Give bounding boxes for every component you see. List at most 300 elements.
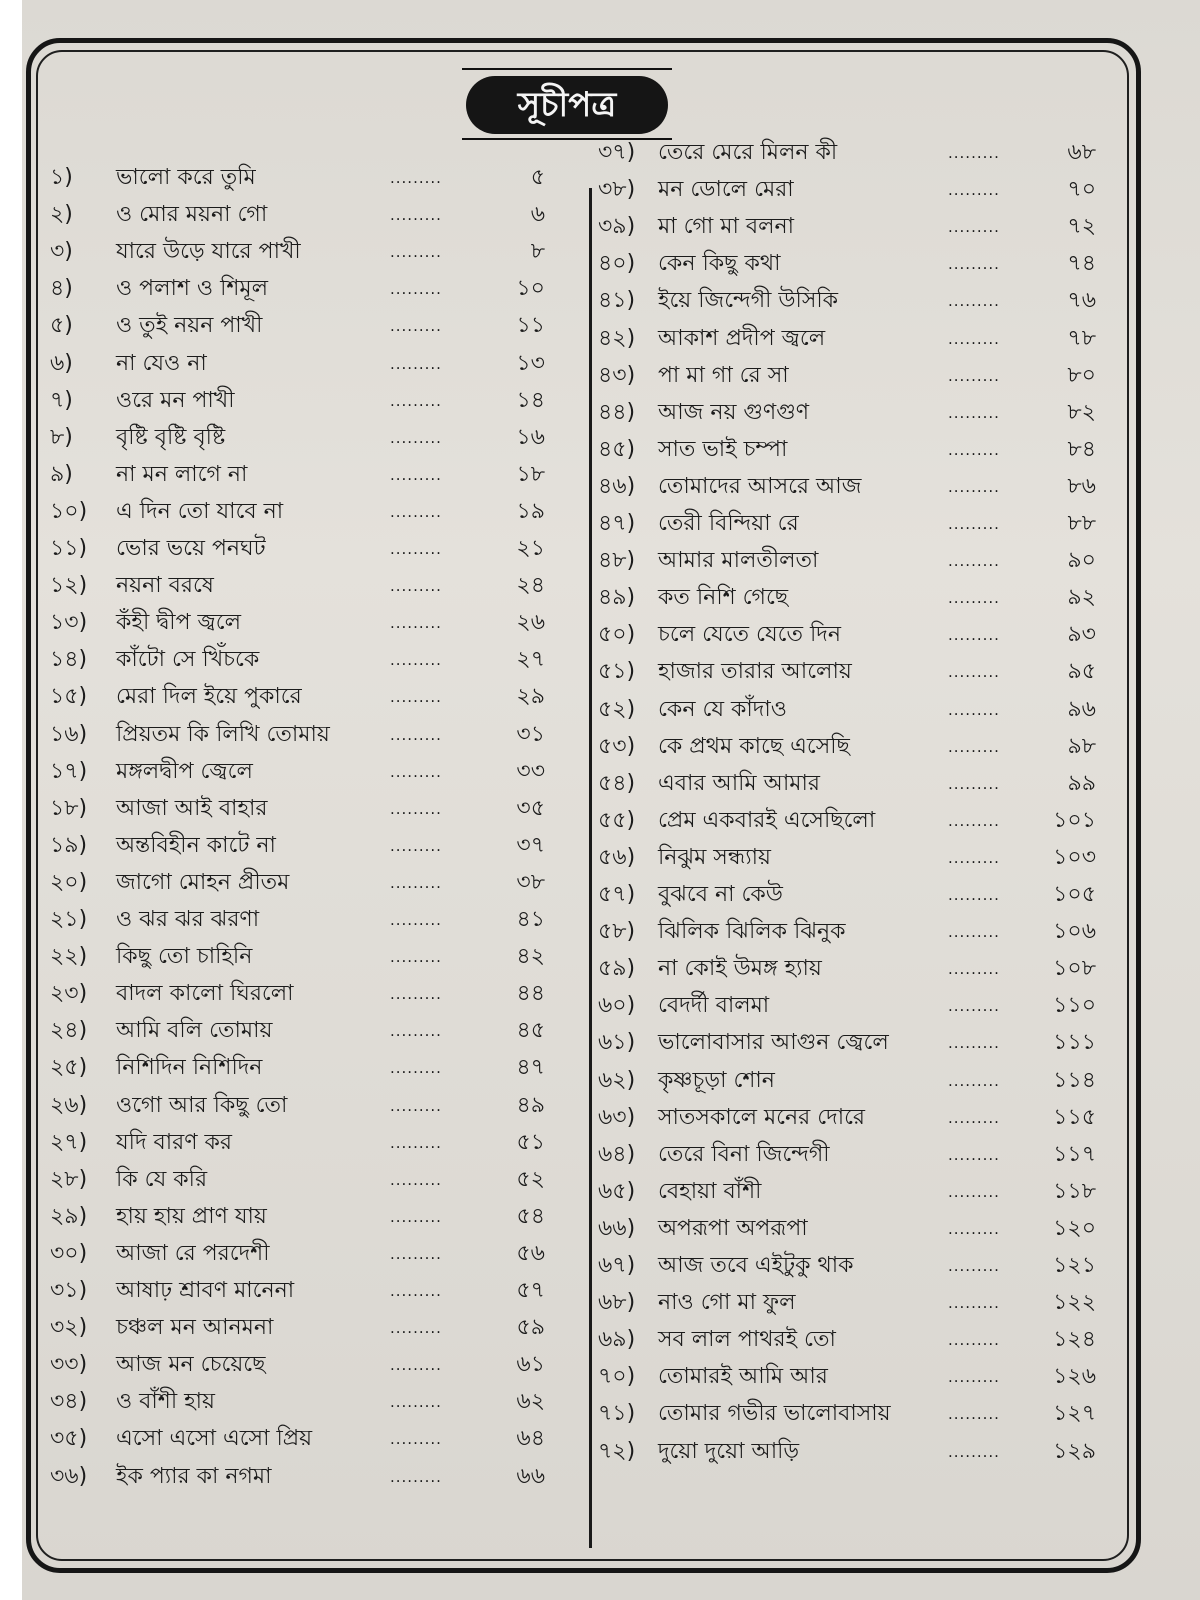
dot-leader: ......... [948,515,1000,533]
entry-page-number: ৭০ [1067,177,1096,203]
toc-entry [50,1384,545,1420]
entry-page-number: ১১৭ [1053,1141,1096,1167]
dot-leader: ......... [948,403,1000,422]
dot-leader: ......... [390,1467,442,1486]
dot-leader: ......... [390,280,442,299]
entry-title: ঝিলিক ঝিলিক ঝিনুক [658,919,846,945]
toc-entry [50,160,545,196]
toc-entry [50,679,545,715]
entry-title: কেন কিছু কথা [658,251,781,277]
entry-title: আকাশ প্রদীপ জ্বলে [658,325,826,351]
entry-page-number: ১২৪ [1053,1327,1096,1353]
entry-number: ২৩) [50,981,88,1007]
entry-page-number: ৮০ [1067,362,1096,388]
entry-number: ৫২) [598,696,636,722]
entry-page-number: ১০৬ [1053,919,1096,945]
entry-page-number: ১০৫ [1053,882,1096,907]
toc-entry [50,1310,545,1346]
toc-entry [50,1088,545,1124]
dot-leader: ......... [948,366,1000,385]
entry-page-number: ১৪ [516,387,545,413]
entry-page-number: ৬১ [516,1352,545,1378]
toc-entry [50,939,545,975]
entry-page-number: ৫৭ [516,1278,545,1303]
entry-title: ভালো করে তুমি [116,165,256,190]
entry-number: ৩১) [50,1278,88,1303]
entry-page-number: ৭৬ [1067,288,1096,314]
entry-title: বৃষ্টি বৃষ্টি বৃষ্টি [116,424,226,450]
entry-page-number: ৯৫ [1067,659,1096,685]
entry-page-number: ১১০ [1053,993,1096,1019]
entry-page-number: ৬৪ [516,1426,545,1452]
entry-number: ৩) [50,239,73,265]
toc-entry [598,321,1096,357]
dot-leader: ......... [390,985,442,1004]
toc-entry [50,1050,545,1086]
entry-title: মঙ্গলদ্বীপ জ্বেলে [116,758,253,784]
dot-leader: ......... [948,589,1000,608]
entry-number: ৩৮) [598,177,636,203]
entry-title: হাজার তারার আলোয় [658,659,852,685]
entry-number: ৪৩) [598,362,636,388]
entry-number: ১) [50,165,73,190]
dot-leader: ......... [948,181,1000,200]
entry-title: আমার মালতীলতা [658,548,819,574]
toc-entry [50,754,545,790]
entry-title: বেদর্দী বালমা [658,993,770,1019]
toc-entry [598,803,1096,839]
toc-entry [50,1236,545,1272]
toc-entry [598,617,1096,653]
entry-title: ওরে মন পাখী [116,387,235,413]
dot-leader: ......... [948,1257,1000,1275]
dot-leader: ......... [948,663,1000,682]
dot-leader: ......... [948,774,1000,793]
entry-number: ৩৯) [598,214,636,240]
entry-title: কে প্রথম কাছে এসেছি [658,733,850,759]
dot-leader: ......... [948,477,1000,496]
toc-entry [598,692,1096,728]
dot-leader: ......... [390,428,442,447]
dot-leader: ......... [390,1319,442,1338]
entry-title: না যেও না [116,350,207,376]
toc-entry [598,766,1096,802]
toc-entry [50,791,545,827]
dot-leader: ......... [390,243,442,262]
dot-leader: ......... [948,1405,1000,1424]
entry-number: ৫৩) [598,733,636,759]
toc-entry [50,1199,545,1235]
entry-page-number: ৪৪ [516,981,545,1007]
toc-entry [50,1013,545,1049]
entry-title: নয়না বরষে [116,573,214,599]
entry-page-number: ৩৮ [516,869,545,895]
toc-entry [50,1421,545,1457]
entry-page-number: ৪২ [516,944,545,970]
entry-number: ৪৫) [598,436,636,462]
entry-page-number: ৪৫ [516,1018,545,1044]
entry-title: ও পলাশ ও শিমূল [116,276,269,302]
toc-entry [50,828,545,864]
entry-number: ১৮) [50,795,88,821]
dot-leader: ......... [390,1393,442,1412]
dot-leader: ......... [390,391,442,410]
entry-page-number: ৯৬ [1067,696,1096,722]
toc-entry [50,346,545,382]
toc-entry [598,654,1096,690]
entry-title: না কোই উমঙ্গ হ্যায় [658,956,822,982]
entry-title: নিঝুম সন্ধ্যায় [658,844,771,870]
entry-number: ৭২) [598,1438,636,1464]
entry-page-number: ১২৭ [1053,1401,1096,1427]
entry-number: ১২) [50,573,88,599]
toc-entry [598,209,1096,245]
entry-title: ইক প্যার কা নগমা [116,1463,272,1489]
dot-leader: ......... [390,169,442,187]
entry-number: ৪৬) [598,473,636,499]
entry-number: ৩৭) [598,140,636,165]
entry-number: ৯) [50,461,73,487]
dot-leader: ......... [390,465,442,484]
entry-page-number: ১৯ [516,498,545,524]
entry-title: আজ মন চেয়েছে [116,1352,266,1378]
dot-leader: ......... [390,651,442,670]
toc-entry [598,1434,1096,1470]
entry-page-number: ৩১ [516,721,545,747]
entry-number: ৬৩) [598,1104,636,1130]
entry-page-number: ৫১ [516,1129,545,1155]
dot-leader: ......... [948,700,1000,719]
entry-page-number: ৯০ [1067,548,1096,574]
entry-title: তেরে বিনা জিন্দেগী [658,1141,830,1167]
dot-leader: ......... [948,144,1000,162]
toc-entry [598,729,1096,765]
entry-page-number: ১২৬ [1053,1364,1096,1390]
entry-title: আজ নয় গুণগুণ [658,399,810,425]
dot-leader: ......... [948,218,1000,237]
toc-entry [598,580,1096,616]
toc-entry [598,1063,1096,1099]
toc-entry [598,246,1096,282]
entry-number: ১৯) [50,832,88,858]
dot-leader: ......... [390,502,442,521]
dot-leader: ......... [390,873,442,892]
entry-title: জাগো মোহন প্রীতম [116,869,290,895]
entry-title: নিশিদিন নিশিদিন [116,1055,263,1081]
dot-leader: ......... [390,540,442,558]
toc-entry [50,642,545,678]
entry-page-number: ১৬ [516,424,545,450]
entry-title: সাত ভাই চম্পা [658,436,788,462]
entry-page-number: ৬৬ [516,1463,545,1489]
entry-page-number: ৪১ [516,907,545,932]
entry-number: ২৪) [50,1018,88,1044]
entry-page-number: ৬৮ [1067,140,1096,165]
toc-entry [50,420,545,456]
entry-number: ৫৫) [598,807,636,833]
entry-title: যদি বারণ কর [116,1129,233,1155]
entry-number: ৪৯) [598,585,636,611]
entry-number: ১৫) [50,684,88,710]
entry-title: না মন লাগে না [116,461,248,487]
toc-entry [598,172,1096,208]
entry-page-number: ৫২ [516,1166,545,1192]
entry-title: চলে যেতে যেতে দিন [658,622,841,648]
toc-entry [598,432,1096,468]
toc-entry [50,1273,545,1309]
entry-number: ৩০) [50,1240,88,1266]
entry-number: ১৪) [50,647,88,673]
entry-number: ১৭) [50,758,88,784]
entry-number: ৫৮) [598,919,636,945]
entry-number: ৩৩) [50,1352,88,1378]
entry-page-number: ৯৩ [1067,622,1096,648]
entry-title: বুঝবে না কেউ [658,882,783,907]
entry-number: ৭১) [598,1401,636,1427]
entry-title: তেরী বিন্দিয়া রে [658,511,799,536]
entry-page-number: ৭২ [1067,214,1096,240]
entry-title: ও মোর ময়না গো [116,202,268,228]
entry-page-number: ৯৯ [1067,770,1096,796]
entry-number: ৩৫) [50,1426,88,1452]
toc-entry [598,988,1096,1024]
entry-number: ৪১) [598,288,636,314]
entry-title: তোমারই আমি আর [658,1364,828,1390]
entry-title: তোমার গভীর ভালোবাসায় [658,1401,891,1427]
toc-entry [50,383,545,419]
dot-leader: ......... [948,1368,1000,1387]
entry-number: ২৬) [50,1092,88,1118]
entry-number: ৪০) [598,251,636,277]
dot-leader: ......... [948,960,1000,979]
toc-entry [50,902,545,938]
entry-page-number: ৫৬ [516,1240,545,1266]
toc-entry [50,457,545,493]
dot-leader: ......... [390,1356,442,1375]
dot-leader: ......... [948,848,1000,867]
dot-leader: ......... [390,948,442,967]
dot-leader: ......... [948,1145,1000,1164]
dot-leader: ......... [390,354,442,373]
entry-number: ৩৪) [50,1389,88,1415]
entry-number: ৬২) [598,1067,636,1093]
entry-number: ২০) [50,869,88,895]
toc-entry [598,1285,1096,1321]
toc-entry [598,283,1096,319]
dot-leader: ......... [948,329,1000,348]
dot-leader: ......... [390,614,442,633]
entry-title: মেরা দিল ইয়ে পুকারে [116,684,302,710]
toc-entry [50,1347,545,1383]
dot-leader: ......... [390,317,442,336]
dot-leader: ......... [948,626,1000,645]
toc-entry [50,1459,545,1495]
toc-entry [598,1359,1096,1395]
entry-page-number: ১২৯ [1053,1438,1096,1464]
toc-entry [598,1025,1096,1061]
entry-number: ২২) [50,944,88,970]
entry-number: ৬৪) [598,1141,636,1167]
entry-page-number: ৪৯ [516,1092,545,1118]
dot-leader: ......... [390,1282,442,1300]
toc-entry [598,1174,1096,1210]
dot-leader: ......... [390,1059,442,1078]
entry-title: যারে উড়ে যারে পাখী [116,239,301,265]
title-block [462,68,672,140]
entry-page-number: ২১ [516,536,545,561]
entry-title: এ দিন তো যাবে না [116,498,284,524]
entry-title: মা গো মা বলনা [658,214,795,240]
entry-title: অন্তবিহীন কাটে না [116,832,276,858]
toc-entry [50,531,545,567]
entry-title: আজ তবে এইটুকু থাক [658,1253,854,1278]
toc-entry [50,717,545,753]
dot-leader: ......... [948,1219,1000,1238]
entry-page-number: ১১৮ [1053,1178,1096,1204]
dot-leader: ......... [390,577,442,596]
entry-page-number: ২৭ [516,647,545,673]
entry-page-number: ১২১ [1053,1253,1096,1278]
entry-number: ৬১) [598,1030,636,1056]
toc-entry [598,1100,1096,1136]
entry-number: ৫০) [598,622,636,648]
toc-entry [598,135,1096,171]
toc-entry [50,568,545,604]
entry-title: হায় হায় প্রাণ যায় [116,1203,267,1229]
entry-title: কঁহী দ্বীপ জ্বলে [116,610,242,636]
dot-leader: ......... [948,737,1000,756]
entry-number: ৫৬) [598,844,636,870]
toc-entry [598,506,1096,542]
toc-entry [598,914,1096,950]
entry-page-number: ৩৫ [516,795,545,821]
toc-entry [50,308,545,344]
toc-entry [50,271,545,307]
entry-page-number: ৮৪ [1067,436,1096,462]
entry-page-number: ১৮ [516,461,545,487]
entry-number: ১১) [50,536,88,561]
entry-page-number: ১০৮ [1053,956,1096,982]
dot-leader: ......... [390,1430,442,1449]
entry-title: কেন যে কাঁদাও [658,696,787,722]
entry-number: ৬০) [598,993,636,1019]
column-divider [589,188,592,1548]
entry-title: নাও গো মা ফুল [658,1290,796,1316]
entry-number: ২১) [50,907,88,932]
entry-number: ৬) [50,350,73,376]
entry-title: ও তুই নয়ন পাখী [116,313,263,339]
dot-leader: ......... [948,552,1000,571]
entry-number: ৪২) [598,325,636,351]
dot-leader: ......... [390,1096,442,1115]
entry-number: ৬৫) [598,1178,636,1204]
entry-page-number: ২৯ [516,684,545,710]
toc-entry [50,1125,545,1161]
dot-leader: ......... [390,762,442,781]
entry-number: ৪৪) [598,399,636,425]
entry-title: কাঁটো সে খিঁচকে [116,647,260,673]
dot-leader: ......... [948,1034,1000,1053]
entry-number: ৫১) [598,659,636,685]
toc-entry [598,951,1096,987]
entry-page-number: ৮৮ [1067,511,1096,536]
toc-entry [598,543,1096,579]
entry-page-number: ৮ [530,239,545,265]
entry-page-number: ১১৫ [1053,1104,1096,1130]
entry-title: আজা রে পরদেশী [116,1240,270,1266]
dot-leader: ......... [390,1022,442,1041]
entry-number: ২৭) [50,1129,88,1155]
entry-number: ৫৭) [598,882,636,907]
entry-page-number: ৭৪ [1067,251,1096,277]
dot-leader: ......... [390,1170,442,1189]
dot-leader: ......... [948,1182,1000,1201]
toc-entry [50,197,545,233]
entry-title: ইয়ে জিন্দেগী উসিকি [658,288,839,314]
dot-leader: ......... [948,1331,1000,1350]
dot-leader: ......... [948,886,1000,904]
entry-number: ৮) [50,424,73,450]
toc-entry [50,865,545,901]
entry-page-number: ১২২ [1053,1290,1096,1316]
toc-entry [598,358,1096,394]
toc-entry [598,1248,1096,1284]
entry-number: ৬৯) [598,1327,636,1353]
entry-title: মন ডোলে মেরা [658,177,794,203]
page-title: সূচীপত্র [466,76,668,134]
entry-number: ১৬) [50,721,88,747]
entry-number: ৪) [50,276,73,302]
dot-leader: ......... [948,440,1000,459]
dot-leader: ......... [948,811,1000,830]
entry-title: ও বাঁশী হায় [116,1389,216,1415]
entry-number: ১০) [50,498,88,524]
entry-page-number: ১০১ [1053,807,1096,833]
entry-number: ৫) [50,313,73,339]
dot-leader: ......... [390,725,442,744]
entry-title: কিছু তো চাহিনি [116,944,253,970]
toc-entry [598,395,1096,431]
entry-number: ২৮) [50,1166,88,1192]
toc-entry [50,605,545,641]
entry-title: ওগো আর কিছু তো [116,1092,288,1118]
entry-title: এসো এসো এসো প্রিয় [116,1426,313,1452]
dot-leader: ......... [948,292,1000,311]
entry-page-number: ৬২ [516,1389,545,1415]
entry-title: চঞ্চল মন আনমনা [116,1315,274,1341]
toc-entry [598,1137,1096,1173]
entry-page-number: ৫৯ [516,1315,545,1341]
entry-number: ২৫) [50,1055,88,1081]
entry-title: পা মা গা রে সা [658,362,789,388]
entry-title: অপরূপা অপরূপা [658,1215,808,1241]
entry-page-number: ১১১ [1053,1030,1096,1056]
entry-page-number: ৮৬ [1067,473,1096,499]
entry-number: ১৩) [50,610,88,636]
entry-page-number: ৯২ [1067,585,1096,611]
entry-title: দুয়ো দুয়ো আড়ি [658,1438,800,1464]
dot-leader: ......... [948,1108,1000,1127]
entry-number: ৫৯) [598,956,636,982]
entry-page-number: ১১৪ [1053,1067,1096,1093]
entry-number: ২৯) [50,1203,88,1229]
dot-leader: ......... [390,911,442,929]
entry-title: কি যে করি [116,1166,208,1192]
dot-leader: ......... [948,923,1000,942]
toc-entry [50,234,545,270]
toc-entry [598,469,1096,505]
entry-title: সাতসকালে মনের দোরে [658,1104,866,1130]
